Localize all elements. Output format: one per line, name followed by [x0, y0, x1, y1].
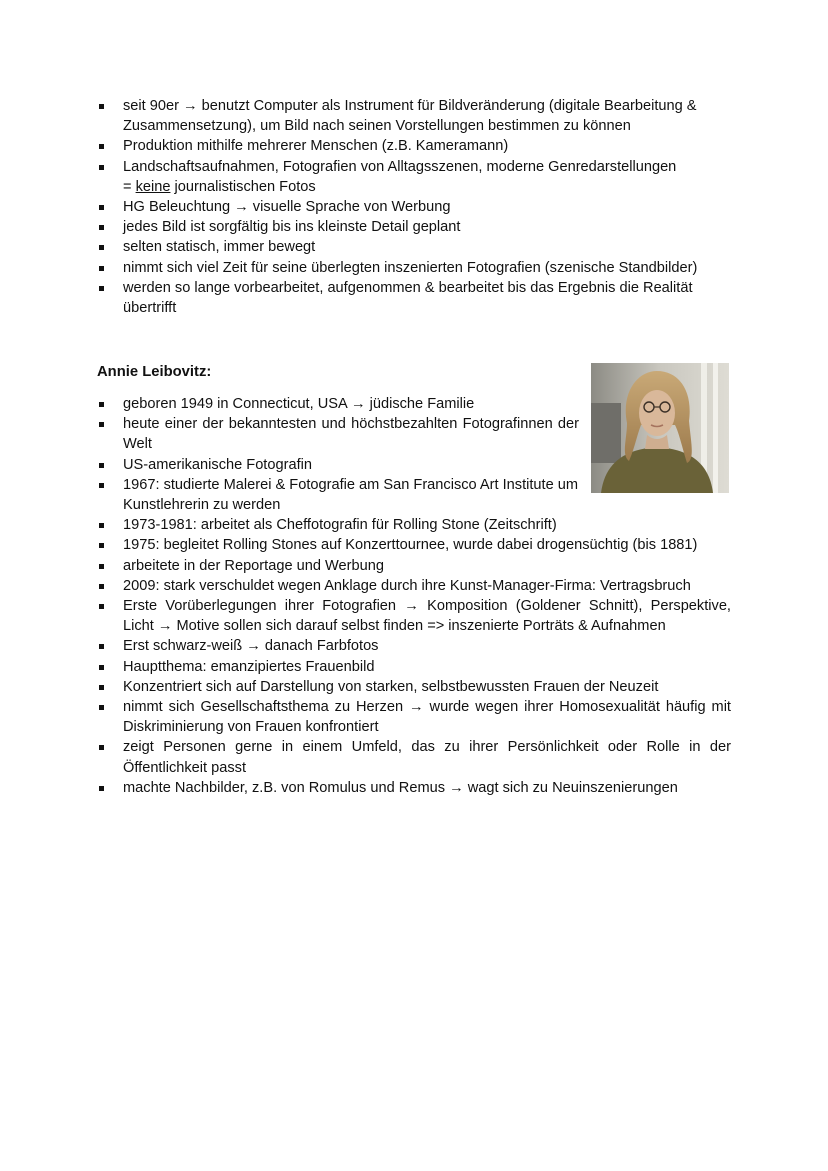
list-item: 1967: studierte Malerei & Fotografie am San Francisco Art Institute um Kunstlehrerin zu werden [97, 475, 731, 515]
section-heading: Annie Leibovitz: [97, 364, 212, 380]
list-item: seit 90er → benutzt Computer als Instrument für Bildveränderung (digitale Bearbeitung & Zusammensetzung), um Bild nach seinen Vorstellungen bestimmen zu können [97, 96, 731, 136]
list-item: zeigt Personen gerne in einem Umfeld, das zu ihrer Persönlichkeit oder Rolle in der Öffentlichkeit passt [97, 737, 731, 777]
bullet-list-1 [97, 96, 731, 318]
underlined-word: keine [135, 178, 171, 195]
bullet-icon [99, 205, 104, 210]
list-item: Landschaftsaufnahmen, Fotografien von Alltagsszenen, moderne Genredarstellungen = keine journalistischen Fotos [97, 157, 731, 197]
bullet-icon [99, 786, 104, 791]
bullet-icon [99, 665, 104, 670]
list-item: arbeitete in der Reportage und Werbung [97, 556, 731, 576]
bullet-list-2 [97, 394, 731, 798]
bullet-icon [99, 266, 104, 271]
bullet-icon [99, 584, 104, 589]
list-item: 1973-1981: arbeitet als Cheffotografin für Rolling Stone (Zeitschrift) [97, 515, 731, 535]
list-item: 2009: stark verschuldet wegen Anklage durch ihre Kunst-Manager-Firma: Vertragsbruch [97, 576, 731, 596]
list-item: Hauptthema: emanzipiertes Frauenbild [97, 657, 731, 677]
list-item: machte Nachbilder, z.B. von Romulus und Remus → wagt sich zu Neuinszenierungen [97, 778, 731, 798]
bullet-icon [99, 104, 104, 109]
list-item: Produktion mithilfe mehrerer Menschen (z.B. Kameramann) [97, 136, 731, 156]
list-item: geboren 1949 in Connecticut, USA → jüdische Familie [97, 394, 731, 414]
list-item: nimmt sich Gesellschaftsthema zu Herzen → wurde wegen ihrer Homosexualität häufig mit Diskriminierung von Frauen konfrontiert [97, 697, 731, 737]
list-item: nimmt sich viel Zeit für seine überlegten inszenierten Fotografien (szenische Standbilder) [97, 258, 731, 278]
bullet-icon [99, 286, 104, 291]
bullet-icon [99, 463, 104, 468]
list-item: selten statisch, immer bewegt [97, 237, 731, 257]
bullet-icon [99, 543, 104, 548]
bullet-icon [99, 564, 104, 569]
bullet-icon [99, 745, 104, 750]
list-item: US-amerikanische Fotografin [97, 455, 731, 475]
bullet-icon [99, 523, 104, 528]
bullet-icon [99, 422, 104, 427]
list-item: Erst schwarz-weiß → danach Farbfotos [97, 636, 731, 656]
bullet-icon [99, 644, 104, 649]
bullet-icon [99, 705, 104, 710]
list-item: Konzentriert sich auf Darstellung von starken, selbstbewussten Frauen der Neuzeit [97, 677, 731, 697]
bullet-icon [99, 144, 104, 149]
list-item: jedes Bild ist sorgfältig bis ins kleinste Detail geplant [97, 217, 731, 237]
bullet-icon [99, 165, 104, 170]
bullet-icon [99, 245, 104, 250]
list-item: 1975: begleitet Rolling Stones auf Konzerttournee, wurde dabei drogensüchtig (bis 1881) [97, 535, 731, 555]
bullet-icon [99, 483, 104, 488]
list-item: werden so lange vorbearbeitet, aufgenommen & bearbeitet bis das Ergebnis die Realität übertrifft [97, 278, 731, 318]
list-item-continuation: = keine journalistischen Fotos [123, 178, 316, 195]
list-item: Erste Vorüberlegungen ihrer Fotografien → Komposition (Goldener Schnitt), Perspektive, Licht → Motive sollen sich darauf selbst finden => inszenierte Porträts & Aufnahmen [97, 596, 731, 636]
bullet-icon [99, 685, 104, 690]
bullet-icon [99, 402, 104, 407]
list-item: HG Beleuchtung → visuelle Sprache von Werbung [97, 197, 731, 217]
bullet-icon [99, 604, 104, 609]
bullet-icon [99, 225, 104, 230]
list-item: heute einer der bekanntesten und höchstbezahlten Fotografinnen der Welt [97, 414, 731, 454]
